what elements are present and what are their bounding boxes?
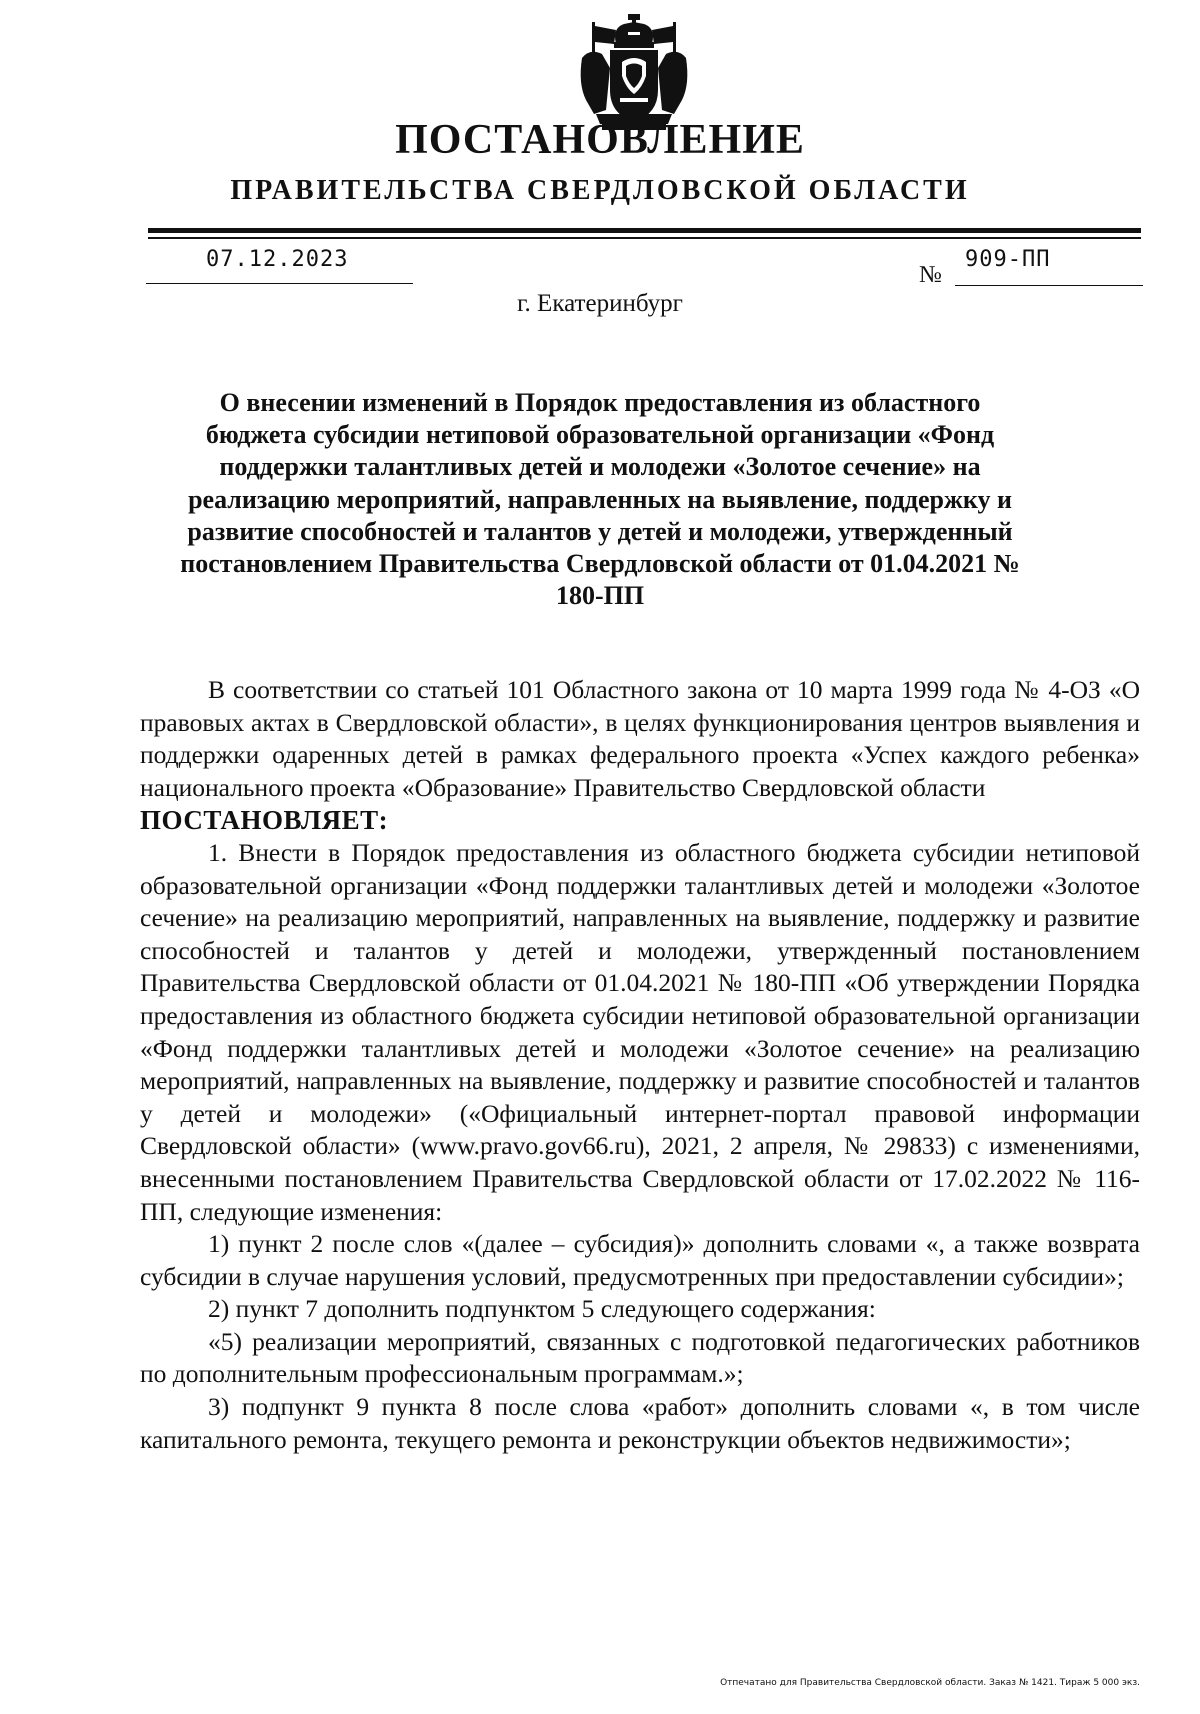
- number-sign: №: [919, 262, 942, 288]
- document-number: 909-ПП: [965, 247, 1051, 272]
- decree-word: ПОСТАНОВЛЯЕТ:: [140, 805, 389, 836]
- date-underline: [146, 283, 413, 284]
- number-underline: [955, 285, 1143, 286]
- document-heading: О внесении изменений в Порядок предоставления из областного бюджета субсидии нетиповой образовательной организации «Фонд поддержки талантливых детей и молодежи «Золотое сечение» на реализацию мероприятий, направленных на выявление, поддержку и развитие способностей и талантов у детей и молодежи, утвержденный постановлением Правительства Свердловской области от 01.04.2021 № 180-ПП: [180, 388, 1020, 611]
- header-divider-thin: [148, 237, 1141, 239]
- document-type-title: ПОСТАНОВЛЕНИЕ: [395, 117, 805, 163]
- document-city: г. Екатеринбург: [517, 290, 683, 317]
- document-body: [140, 674, 1140, 1456]
- coat-of-arms-icon: [576, 14, 692, 132]
- body-paragraph: «5) реализации мероприятий, связанных с подготовкой педагогических работников по дополнительным профессиональным программам.»;: [140, 1326, 1140, 1389]
- preamble-paragraph: В соответствии со статьей 101 Областного закона от 10 марта 1999 года № 4-ОЗ «О правовых актах в Свердловской области», в целях функционирования центров выявления и поддержки одаренных детей в рамках федерального проекта «Успех каждого ребенка» национального проекта «Образование» Правительство Свердловской области: [140, 675, 1140, 802]
- header-divider-thick: [148, 228, 1141, 233]
- body-paragraph: 2) пункт 7 дополнить подпунктом 5 следующего содержания:: [208, 1294, 876, 1324]
- body-paragraph: 1) пункт 2 после слов «(далее – субсидия)» дополнить словами «, а также возврата субсидии в случае нарушения условий, предусмотренных при предоставлении субсидии»;: [140, 1229, 1140, 1291]
- body-paragraph: 3) подпункт 9 пункта 8 после слова «работ» дополнить словами «, в том числе капитального ремонта, текущего ремонта и реконструкции объектов недвижимости»;: [140, 1392, 1140, 1454]
- print-imprint-footer: Отпечатано для Правительства Свердловской области. Заказ № 1421. Тираж 5 000 экз.: [720, 1678, 1140, 1688]
- issuing-authority: ПРАВИТЕЛЬСТВА СВЕРДЛОВСКОЙ ОБЛАСТИ: [230, 175, 970, 206]
- document-date: 07.12.2023: [206, 247, 349, 272]
- body-paragraph: 1. Внести в Порядок предоставления из областного бюджета субсидии нетиповой образовательной организации «Фонд поддержки талантливых детей и молодежи «Золотое сечение» на реализацию мероприятий, направленных на выявление, поддержку и развитие способностей и талантов у детей и молодежи, утвержденный постановлением Правительства Свердловской области от 01.04.2021 № 180-ПП «Об утверждении Порядка предоставления из областного бюджета субсидии нетиповой образовательной организации «Фонд поддержки талантливых детей и молодежи «Золотое сечение» на реализацию мероприятий, направленных на выявление, поддержку и развитие способностей и талантов у детей и молодежи» («Официальный интернет-портал правовой информации Свердловской области» (www.pravo.gov66.ru), 2021, 2 апреля, № 29833) с изменениями, внесенными постановлением Правительства Свердловской области от 17.02.2022 № 116-ПП, следующие изменения:: [140, 837, 1140, 1226]
